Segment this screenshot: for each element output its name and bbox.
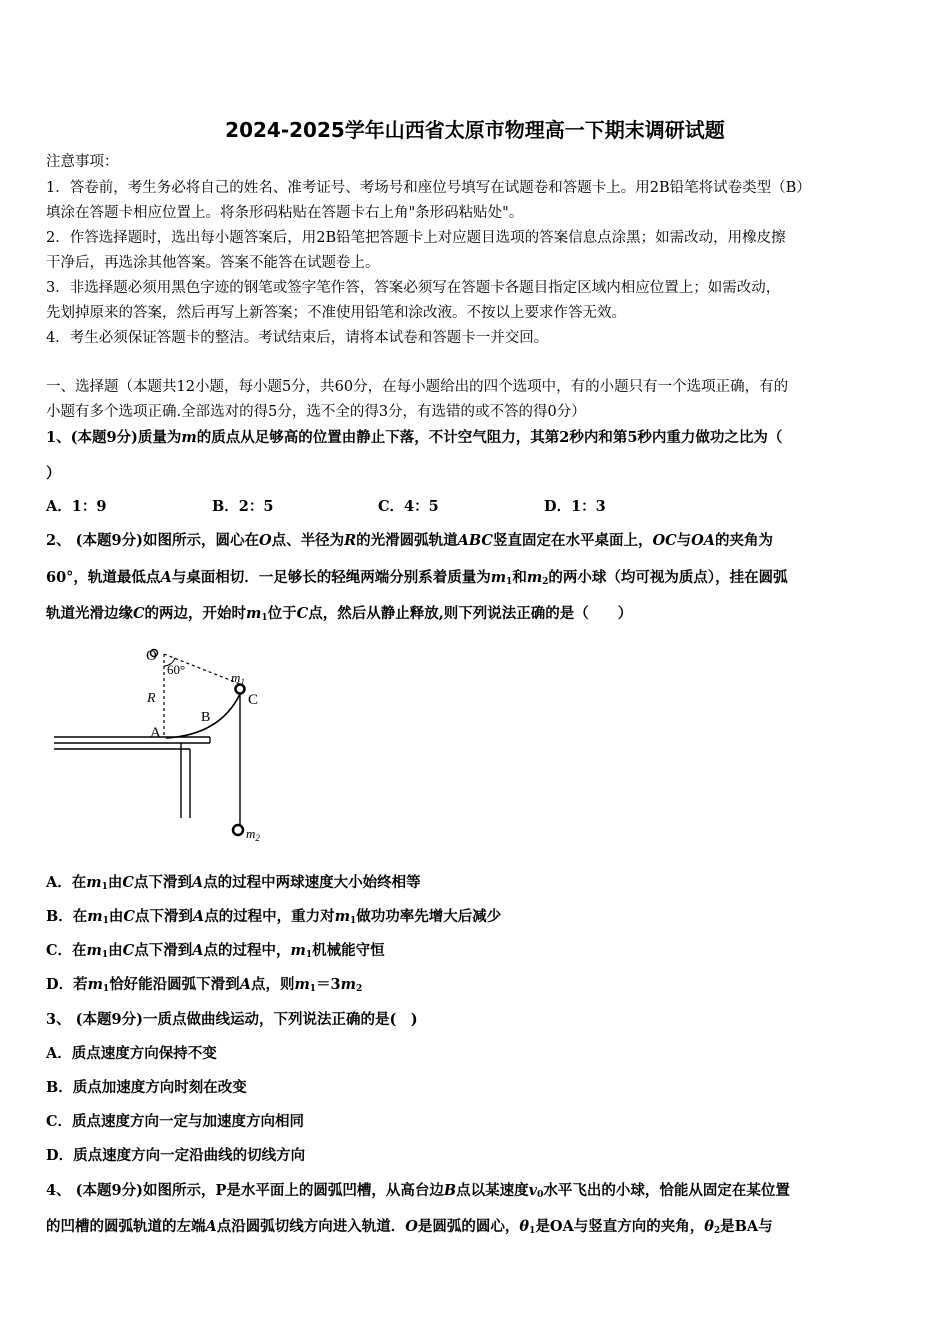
question-3-option-d[interactable]: D．质点速度方向一定沿曲线的切线方向 bbox=[46, 1147, 306, 1164]
notice-line: 4．考生必须保证答题卡的整洁。考试结束后，请将本试卷和答题卡一并交回。 bbox=[46, 330, 549, 346]
question-4-stem: 的凹槽的圆弧轨道的左端A点沿圆弧切线方向进入轨道．O是圆弧的圆心，$\theta_1$是OA与竖直方向的夹角，$\theta_2$是BA与 bbox=[46, 1218, 773, 1236]
question-1-options bbox=[46, 497, 908, 517]
notice-line: 1．答卷前，考生务必将自己的姓名、准考证号、考场号和座位号填写在试题卷和答题卡上。用2B铅笔将试卷类型（B） bbox=[46, 180, 811, 196]
label-m1: $m_1$ bbox=[231, 670, 245, 687]
section-instruction: 小题有多个选项正确.全部选对的得5分，选不全的得3分，有选错的或不答的得0分） bbox=[46, 404, 586, 420]
question-2-stem: 2、 (本题9分)如图所示，圆心在O点、半径为R的光滑圆弧轨道ABC竖直固定在水平桌面上，OC与OA的夹角为 bbox=[46, 532, 774, 549]
label-angle: 60° bbox=[167, 662, 186, 677]
question-3-stem: 3、 (本题9分)一质点做曲线运动，下列说法正确的是( ) bbox=[46, 1011, 418, 1028]
question-3-option-a[interactable]: A．质点速度方向保持不变 bbox=[46, 1045, 217, 1062]
section-instruction: 一、选择题（本题共12小题，每小题5分，共60分，在每小题给出的四个选项中，有的小题只有一个选项正确，有的 bbox=[46, 379, 789, 395]
option-a[interactable]: A．1：9 bbox=[46, 498, 107, 515]
mass-m2 bbox=[233, 825, 243, 835]
notice-line: 先划掉原来的答案，然后再写上新答案；不准使用铅笔和涂改液。不按以上要求作答无效。 bbox=[46, 305, 626, 321]
question-2-figure bbox=[50, 640, 290, 850]
label-o: O bbox=[146, 648, 157, 664]
question-2-stem: 60°，轨道最低点A与桌面相切．一足够长的轻绳两端分别系着质量为$m_1$和$m_2$的两小球（均可视为质点），挂在圆弧 bbox=[46, 569, 788, 587]
option-d[interactable]: D．1：3 bbox=[544, 498, 606, 515]
label-b: B bbox=[201, 710, 211, 725]
label-r: R bbox=[147, 691, 156, 706]
question-1-stem-close: ） bbox=[46, 465, 61, 482]
question-1-stem: 1、(本题9分)质量为m的质点从足够高的位置由静止下落，不计空气阻力，其第2秒内和第5秒内重力做功之比为（ bbox=[46, 429, 783, 446]
question-2-stem: 轨道光滑边缘C的两边，开始时$m_1$位于C点，然后从静止释放,则下列说法正确的是（ ） bbox=[46, 605, 633, 623]
notice-line: 3．非选择题必须用黑色字迹的钢笔或签字笔作答，答案必须写在答题卡各题目指定区域内相应位置上；如需改动， bbox=[46, 280, 781, 296]
label-a: A bbox=[150, 725, 161, 741]
notice-line: 填涂在答题卡相应位置上。将条形码粘贴在答题卡右上角"条形码粘贴处"。 bbox=[46, 205, 524, 221]
notice-line: 干净后，再选涂其他答案。答案不能答在试题卷上。 bbox=[46, 255, 380, 271]
option-c[interactable]: C．4：5 bbox=[378, 498, 439, 515]
option-b[interactable]: B．2：5 bbox=[212, 498, 274, 515]
question-2-option-a[interactable]: A．在$m_1$由C点下滑到A点的过程中两球速度大小始终相等 bbox=[46, 874, 421, 892]
question-2-option-b[interactable]: B．在$m_1$由C点下滑到A点的过程中，重力对$m_1$做功功率先增大后减少 bbox=[46, 908, 502, 926]
question-4-stem: 4、 (本题9分)如图所示，P是水平面上的圆弧凹槽，从高台边B点以某速度$v_0$水平飞出的小球，恰能从固定在某位置 bbox=[46, 1182, 790, 1200]
question-2-option-c[interactable]: C．在$m_1$由C点下滑到A点的过程中，$m_1$机械能守恒 bbox=[46, 942, 385, 960]
question-3-option-b[interactable]: B．质点加速度方向时刻在改变 bbox=[46, 1079, 247, 1096]
question-2-option-d[interactable]: D．若$m_1$恰好能沿圆弧下滑到A点，则$m_1=3m_2$ bbox=[46, 976, 363, 994]
label-m2: $m_2$ bbox=[246, 826, 260, 843]
notice-line: 2．作答选择题时，选出每小题答案后，用2B铅笔把答题卡上对应题目选项的答案信息点涂黑；如需改动，用橡皮擦 bbox=[46, 230, 786, 246]
notice-heading: 注意事项： bbox=[46, 154, 119, 170]
label-c: C bbox=[248, 692, 259, 708]
page-title: 2024-2025学年山西省太原市物理高一下期末调研试题 bbox=[225, 118, 725, 142]
question-3-option-c[interactable]: C．质点速度方向一定与加速度方向相同 bbox=[46, 1113, 305, 1130]
